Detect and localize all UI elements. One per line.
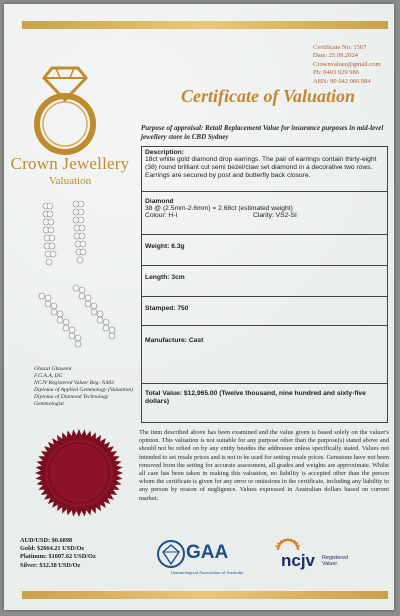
ncjv-wordmark: ncjv (281, 551, 316, 570)
ncjv-registered-valuer (322, 555, 362, 568)
length-row (142, 266, 387, 297)
weight-row (142, 235, 387, 266)
valuer-post-nominals: F.G.A.A, DG (34, 373, 63, 379)
certificate-meta (313, 44, 393, 86)
brand-name: Crown Jewellery (10, 154, 130, 173)
certificate-abn: ABN: 90 642 066 984 (313, 77, 371, 85)
valuer-registration: NCJV Registered Valuer Reg: N483 (34, 380, 114, 386)
disclaimer-text: The item described above has been examined and the value given is based solely on the valuer's opinion. This valuation is not suitable for any purpose other than the purpose(s) stated above and should not be relied on by any entity besides the addressee unless specifically stated. Values not intended to set resale prices and is not to be used for setting resale prices. Gemstone have not been removed from the setting for accurate assessment, all grades and weights are approximate. Whilst all care has been taken in making this valuation, no liability is accepted other than the person whom the certificate is given for any error or omissions in the certificate, including any liability to any person by reason of negligence. Values expressed in Australian dollars based on current market. (139, 429, 389, 502)
platinum-rate: Platinum: $1007.62 USD/Oz (20, 553, 96, 561)
manufacture-value: Manufacture: Cast (145, 337, 204, 344)
total-value: Total Value: $12,965.00 (Twelve thousand, nine hundred and sixty-five dollars) (145, 390, 366, 406)
certificate-phone: Ph: 0403 029 986 (313, 69, 360, 77)
diamond-earrings-photo (34, 200, 130, 370)
certificate-date: Date: 25.09.2024 (313, 52, 358, 60)
length-value: Length: 3cm (145, 274, 185, 281)
diamond-row (142, 192, 387, 235)
metal-rates (20, 537, 130, 570)
bottom-gold-border (22, 591, 388, 599)
ncjv-sub-valuer: Valuer (322, 561, 338, 568)
ncjv-sub-registered: Registered (322, 555, 349, 561)
diamond-label: Diamond (145, 198, 174, 205)
description-text: 18ct white gold diamond drop earrings. The pair of earrings contain thirty-eight (38) round brilliant cut semi bezel/claw set diamond in a decorative two rows. Earrings are secured by post and butterfly back closure. (145, 156, 377, 180)
certificate-email: Crownvaluer@gmail.com (313, 60, 381, 68)
manufacture-row (142, 326, 387, 384)
silver-rate: Silver: $32.38 USD/Oz (20, 561, 81, 569)
aud-usd-rate: AUD/USD: $0.6898 (20, 537, 73, 544)
stamped-value: Stamped: 750 (145, 305, 189, 312)
diamond-count: 38 @ (2.5mm-2.6mm) = 2.68ct (estimated weight) (145, 205, 293, 212)
valuer-details (34, 366, 144, 408)
description-row (142, 147, 387, 192)
stamped-row (142, 297, 387, 326)
gaa-wordmark: GAA (186, 542, 229, 563)
valuer-diploma-2: Diploma of Diamond Technology (34, 394, 109, 400)
valuer-role: Gemmologist (34, 401, 64, 407)
certificate-title: Certificate of Valuation (180, 86, 355, 106)
purpose-of-appraisal: Purpose of appraisal: Retail Replacement Value for insurance purposes in mid-level jewellery store in CBD Sydney (141, 124, 384, 141)
diamond-colour: Colour: H-I (145, 212, 178, 219)
description-label: Description: (145, 149, 185, 156)
red-seal-icon (34, 428, 124, 518)
total-value-row (142, 384, 387, 422)
diamond-clarity: Clarity: VS2-SI (253, 212, 297, 219)
certificate-number: Certificate No: 1567 (313, 44, 367, 51)
brand-subtitle: Valuation (48, 175, 92, 187)
crown-ring-logo-icon (30, 62, 100, 158)
gold-rate: Gold: $2664.21 USD/Oz (20, 545, 85, 553)
details-table (141, 146, 388, 423)
diamond-grades (145, 212, 384, 219)
weight-value: Weight: 6.3g (145, 243, 185, 250)
top-gold-border (22, 21, 388, 29)
valuer-name: Ghazal Ghasemi (34, 366, 72, 372)
gaa-caption: Gemmological Association of Australia (170, 570, 244, 575)
valuer-diploma-1: Diploma of Applied Gemmology (Valuation) (34, 387, 134, 393)
